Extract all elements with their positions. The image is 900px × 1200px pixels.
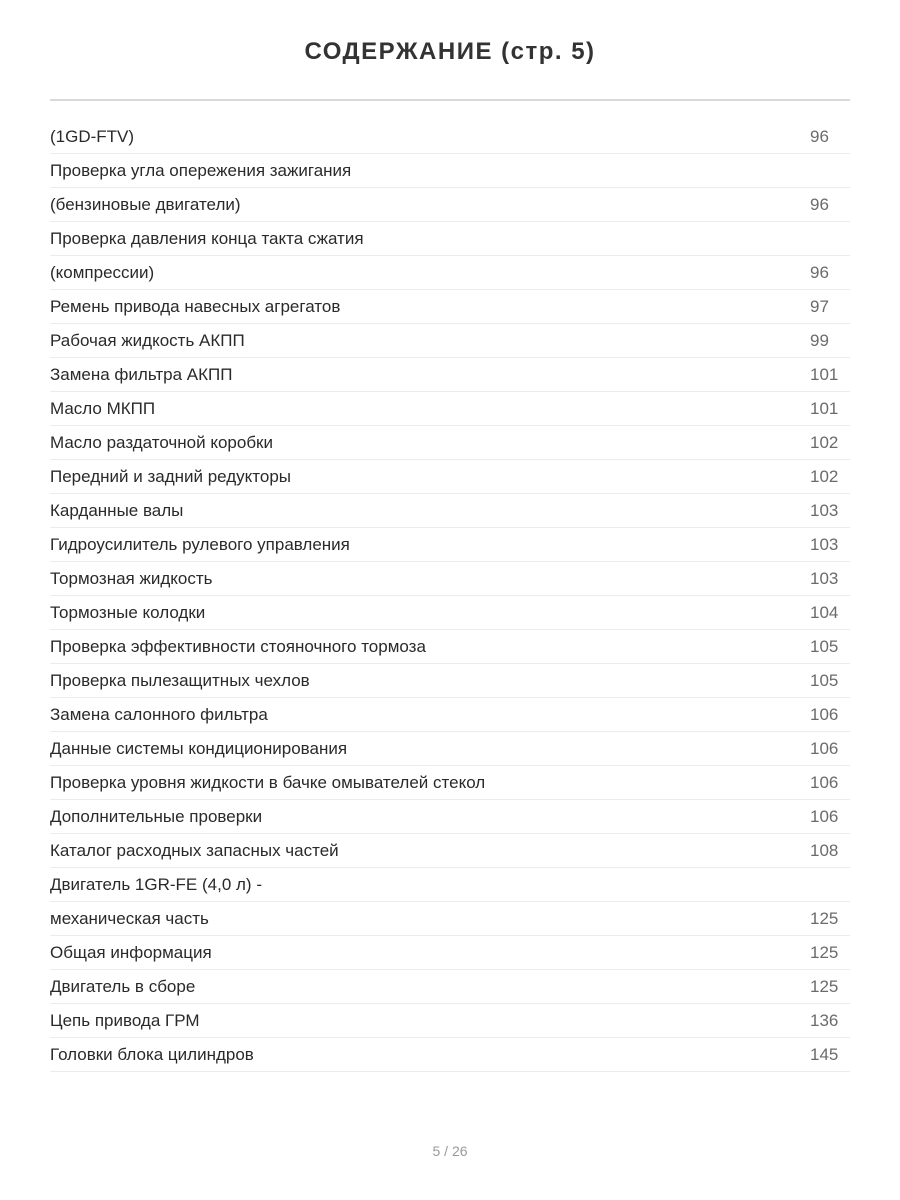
toc-entry-title: Замена фильтра АКПП (50, 364, 233, 384)
toc-entry-title: Замена салонного фильтра (50, 704, 268, 724)
toc-entry[interactable] (50, 936, 850, 970)
toc-entry-title: Тормозная жидкость (50, 568, 213, 588)
toc-entry-title: Гидроусилитель рулевого управления (50, 534, 350, 554)
toc-entry-title: Проверка уровня жидкости в бачке омывателей стекол (50, 772, 486, 792)
toc-entry[interactable] (50, 766, 850, 800)
toc-entry-title: механическая часть (50, 908, 209, 928)
toc-entry[interactable] (50, 358, 850, 392)
toc-entry-title: (компрессии) (50, 262, 155, 282)
toc-entry-title: Дополнительные проверки (50, 806, 263, 826)
toc-entry-title: Проверка пылезащитных чехлов (50, 670, 310, 690)
toc-entry[interactable] (50, 732, 850, 766)
toc-entry-title: Масло МКПП (50, 398, 156, 418)
toc-entry-page: 145 (810, 1044, 839, 1064)
toc-entry[interactable] (50, 1004, 850, 1038)
toc-entry-title: Проверка давления конца такта сжатия (50, 228, 364, 248)
toc-entry-page: 102 (810, 432, 839, 452)
toc-entry-title: Каталог расходных запасных частей (50, 840, 339, 860)
toc-entry[interactable] (50, 970, 850, 1004)
toc-entry-title: Рабочая жидкость АКПП (50, 330, 245, 350)
page-title: СОДЕРЖАНИЕ (стр. 5) (304, 38, 596, 65)
toc-entry-page: 96 (810, 262, 829, 282)
toc-entry-page: 125 (810, 976, 839, 996)
toc-entry[interactable] (50, 222, 850, 256)
toc-entry-page: 102 (810, 466, 839, 486)
table-of-contents (50, 120, 850, 1072)
toc-entry[interactable] (50, 834, 850, 868)
toc-entry-title: Масло раздаточной коробки (50, 432, 273, 452)
toc-entry-title: Общая информация (50, 942, 212, 962)
toc-entry-title: Двигатель в сборе (50, 976, 196, 996)
toc-entry[interactable] (50, 256, 850, 290)
toc-entry[interactable] (50, 664, 850, 698)
toc-entry-page: 125 (810, 908, 839, 928)
toc-entry-page: 105 (810, 636, 839, 656)
toc-entry[interactable] (50, 188, 850, 222)
toc-entry-title: Данные системы кондиционирования (50, 738, 348, 758)
toc-entry-title: (1GD-FTV) (50, 126, 135, 146)
toc-entry-page: 106 (810, 704, 839, 724)
toc-entry[interactable] (50, 562, 850, 596)
toc-entry[interactable] (50, 800, 850, 834)
page-indicator: 5 / 26 (432, 1143, 468, 1159)
toc-entry-title: Проверка угла опережения зажигания (50, 160, 352, 180)
toc-entry[interactable] (50, 630, 850, 664)
toc-entry-page: 105 (810, 670, 839, 690)
toc-entry[interactable] (50, 120, 850, 154)
toc-entry-page: 103 (810, 534, 839, 554)
toc-entry[interactable] (50, 494, 850, 528)
toc-entry[interactable] (50, 868, 850, 902)
toc-entry[interactable] (50, 324, 850, 358)
toc-entry[interactable] (50, 460, 850, 494)
toc-entry-title: Карданные валы (50, 500, 184, 520)
toc-entry-title: (бензиновые двигатели) (50, 194, 241, 214)
toc-entry[interactable] (50, 902, 850, 936)
toc-entry-page: 99 (810, 330, 829, 350)
header-divider (50, 99, 850, 101)
toc-entry-title: Головки блока цилиндров (50, 1044, 254, 1064)
toc-entry-title: Проверка эффективности стояночного тормоза (50, 636, 426, 656)
toc-entry[interactable] (50, 528, 850, 562)
toc-entry[interactable] (50, 596, 850, 630)
toc-entry-title: Тормозные колодки (50, 602, 206, 622)
toc-entry-page: 106 (810, 738, 839, 758)
toc-entry-page: 96 (810, 126, 829, 146)
toc-entry[interactable] (50, 290, 850, 324)
toc-entry-page: 125 (810, 942, 839, 962)
toc-entry[interactable] (50, 154, 850, 188)
toc-entry[interactable] (50, 698, 850, 732)
toc-entry-page: 106 (810, 772, 839, 792)
toc-entry-title: Цепь привода ГРМ (50, 1010, 200, 1030)
toc-entry-page: 108 (810, 840, 839, 860)
toc-entry-title: Двигатель 1GR-FE (4,0 л) - (50, 874, 262, 894)
toc-entry-page: 101 (810, 364, 839, 384)
toc-entry[interactable] (50, 426, 850, 460)
toc-entry-page: 97 (810, 296, 829, 316)
toc-entry-page: 106 (810, 806, 839, 826)
toc-entry-page: 136 (810, 1010, 839, 1030)
toc-entry-page: 101 (810, 398, 839, 418)
toc-entry-page: 103 (810, 568, 839, 588)
toc-entry-title: Передний и задний редукторы (50, 466, 292, 486)
toc-entry-page: 103 (810, 500, 839, 520)
toc-entry-title: Ремень привода навесных агрегатов (50, 296, 341, 316)
toc-entry[interactable] (50, 1038, 850, 1072)
toc-entry[interactable] (50, 392, 850, 426)
toc-entry-page: 96 (810, 194, 829, 214)
toc-entry-page: 104 (810, 602, 839, 622)
